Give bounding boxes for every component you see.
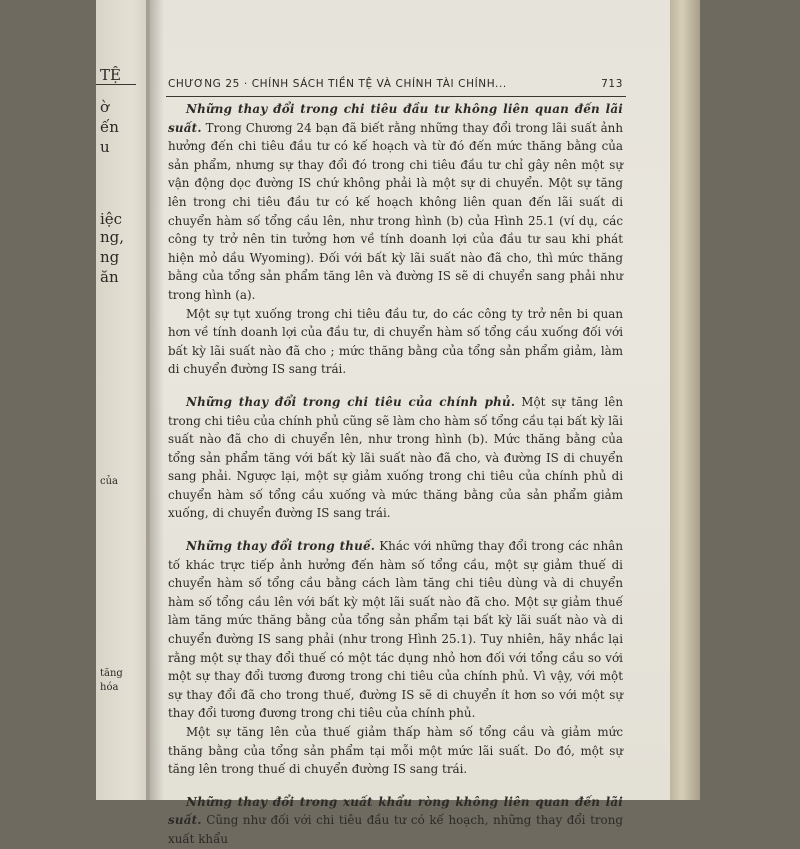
paragraph-heading: Những thay đổi trong xuất khẩu ròng không liên quan đến lãi suất. — [168, 794, 623, 828]
left-page-fragment: của — [100, 476, 119, 487]
page-body — [168, 100, 623, 849]
left-header-rule — [96, 84, 136, 85]
page-edge — [670, 0, 700, 800]
paragraph — [168, 305, 623, 379]
paragraph — [168, 793, 623, 849]
page-number: 713 — [601, 78, 623, 90]
left-page-fragment: ăn — [100, 268, 119, 286]
paragraph-text: Một sự tăng lên của thuế giảm thấp hàm số tổng cầu và giảm mức thăng bằng của tổng sản phẩm tại mỗi một mức lãi suất. Do đó, một sự tăng lên trong thuế di chuyển đường IS sang trái. — [168, 725, 623, 777]
paragraph — [168, 537, 623, 723]
chapter-title: CHƯƠNG 25 · CHÍNH SÁCH TIỀN TỆ VÀ CHÍNH TÀI CHÍNH... — [168, 78, 507, 90]
left-page-fragment: ến — [100, 118, 119, 136]
left-page-fragment: tăng — [100, 668, 123, 679]
paragraph-text: Trong Chương 24 bạn đã biết rằng những thay đổi trong lãi suất ảnh hưởng đến chi tiêu đầu tư có kế hoạch và từ đó đến mức thăng bằng của sản phẩm, nhưng sự thay đổi đó trong chi tiêu đầu tư chỉ gây nên một sự vận động dọc đường IS chứ không phải là một sự di chuyển. Một sự tăng lên trong chi tiêu đầu tư có kế hoạch không liên quan đến lãi suất di chuyển hàm số tổng cầu lên, như trong hình (b) của Hình 25.1 (ví dụ, các công ty trở nên tin tưởng hơn về tính doanh lợi của đầu tư sau khi phát hiện mỏ dầu Wyoming). Đối với bất kỳ lãi suất nào đã cho, thì mức thăng bằng của tổng sản phẩm tăng lên và đường IS sẽ di chuyển sang phải như trong hình (a). — [168, 120, 623, 302]
left-page-fragment: hóa — [100, 682, 119, 693]
left-page-fragment: TỆ — [100, 66, 121, 84]
paragraph — [168, 100, 623, 305]
paragraph-heading: Những thay đổi trong chi tiêu của chính phủ. — [186, 394, 516, 409]
left-page-fragment: ng — [100, 248, 120, 266]
left-page-fragment: u — [100, 138, 110, 156]
header-rule — [166, 96, 626, 97]
paragraph-text: Khác với những thay đổi trong các nhân tố khác trực tiếp ảnh hưởng đến hàm số tổng cầu, một sự giảm thuế di chuyển hàm số tổng cầu bằng cách làm tăng chi tiêu dùng và di chuyển hàm số tổng cầu lên với bất kỳ một lãi suất nào đã cho. Một sự giảm thuế làm tăng mức thăng bằng của tổng sản phẩm tại bất kỳ lãi suất nào và di chuyển đường IS sang phải (như trong Hình 25.1). Tuy nhiên, hãy nhắc lại rằng một sự thay đổi thuế có một tác dụng nhỏ hơn đối với tổng cầu so với một sự thay đổi tương đương trong chi tiêu của chính phủ. Vì vậy, với một sự thay đổi đã cho trong thuế, đường IS sẽ di chuyển ít hơn so với một sự thay đổi tương đương trong chi tiêu của chính phủ. — [168, 539, 624, 721]
left-page-fragment: ờ — [100, 98, 110, 116]
paragraph-text: Một sự tăng lên trong chi tiêu của chính phủ cũng sẽ làm cho hàm số tổng cầu tại bất kỳ lãi suất nào đã cho di chuyển lên, như trong hình (b). Mức thăng bằng của tổng sản phẩm tăng với bất kỳ lãi suất nào đã cho, và đường IS di chuyển sang phải. Ngược lại, một sự giảm xuống trong chi tiêu của chính phủ di chuyển hàm số tổng cầu xuống và mức thăng bằng của sản phẩm giảm xuống, di chuyển đường IS sang trái. — [168, 394, 623, 521]
running-header — [168, 78, 623, 90]
book-gutter — [146, 0, 164, 800]
left-page-fragment: ng, — [100, 228, 125, 246]
paragraph — [168, 393, 623, 523]
paragraph-text: Một sự tụt xuống trong chi tiêu đầu tư, do các công ty trở nên bi quan hơn về tính doanh lợi của đầu tư, di chuyển hàm số tổng cầu xuống đối với bất kỳ lãi suất nào đã cho ; mức thăng bằng của tổng sản phẩm giảm, làm di chuyển đường IS sang trái. — [168, 306, 623, 377]
paragraph-heading: Những thay đổi trong chi tiêu đầu tư không liên quan đến lãi suất. — [168, 102, 623, 135]
paragraph-text: Cũng như đối với chi tiêu đầu tư có kế hoạch, những thay đổi trong xuất khẩu — [168, 813, 623, 846]
paragraph-heading: Những thay đổi trong thuế. — [186, 539, 376, 554]
left-page-fragment: iệc — [100, 210, 123, 228]
book-page — [150, 0, 670, 846]
paragraph — [168, 723, 623, 779]
